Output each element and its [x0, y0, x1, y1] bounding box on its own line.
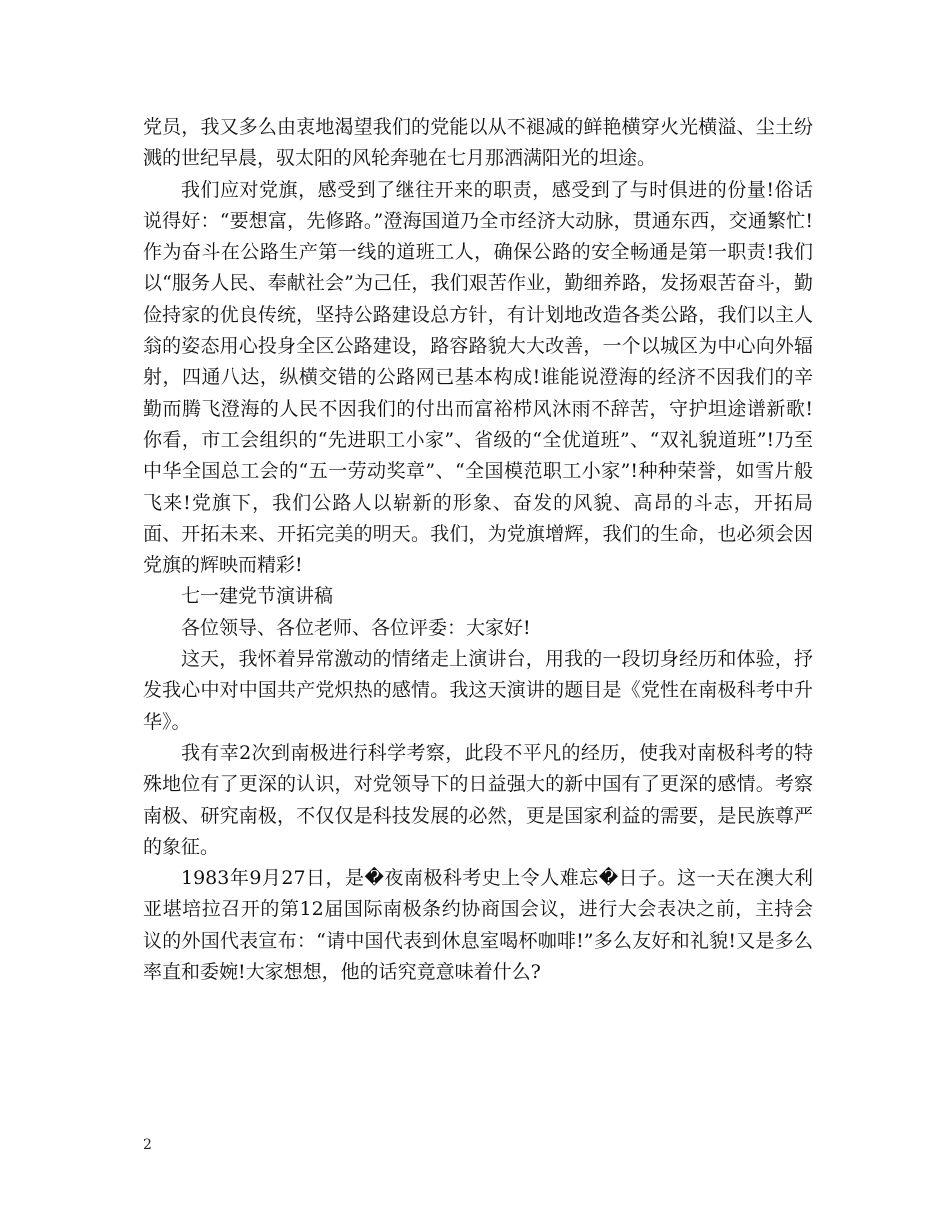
paragraph-6: 我有幸2次到南极进行科学考察，此段不平凡的经历，使我对南极科考的特殊地位有了更深的认识，对党领导下的日益强大的新中国有了更深的感情。考察南极、研究南极，不仅仅是科技发展的必然，更是国家利益的需要，是民族尊严的象征。 — [143, 741, 813, 858]
paragraph-5: 这天，我怀着异常激动的情绪走上演讲台，用我的一段切身经历和体验，抒发我心中对中国共产党炽热的感情。我这天演讲的题目是《党性在南极科考中升华》。 — [143, 648, 813, 733]
speech-title: 七一建党节演讲稿 — [181, 585, 334, 608]
paragraph-2: 我们应对党旗，感受到了继往开来的职责，感受到了与时俱进的份量!俗话说得好：“要想富，先修路。”澄海国道乃全市经济大动脉，贯通东西，交通繁忙!作为奋斗在公路生产第一线的道班工人，确保公路的安全畅通是第一职责!我们以“服务人民、奉献社会”为己任，我们艰苦作业，勤细养路，发扬艰苦奋斗，勤俭持家的优良传统，坚持公路建设总方针，有计划地改造各类公路，我们以主人翁的姿态用心投身全区公路建设，路容路貌大大改善，一个以城区为中心向外辐射，四通八达，纵横交错的公路网已基本构成!谁能说澄海的经济不因我们的辛勤而腾飞澄海的人民不因我们的付出而富裕栉风沐雨不辞苦，守护坦途谱新歌!你看，市工会组织的“先进职工小家”、省级的“全优道班”、“双礼貌道班”!乃至中华全国总工会的“五一劳动奖章”、“全国模范职工小家”!种种荣誉，如雪片般飞来!党旗下，我们公路人以崭新的形象、奋发的风貌、高昂的斗志，开拓局面、开拓未来、开拓完美的明天。我们，为党旗增辉，我们的生命，也必须会因党旗的辉映而精彩! — [143, 178, 813, 577]
paragraph-7: 1983年9月27日，是�夜南极科考史上令人难忘�日子。这一天在澳大利亚堪培拉召开的第12届国际南极条约协商国会议，进行大会表决之前，主持会议的外国代表宣布：“请中国代表到休息室喝杯咖啡!”多么友好和礼貌!又是多么率直和委婉!大家想想，他的话究竟意味着什么? — [143, 867, 813, 984]
document-body — [143, 112, 813, 988]
greeting: 各位领导、各位老师、各位评委：大家好! — [181, 616, 531, 639]
page-number: 2 — [143, 1137, 152, 1153]
paragraph-1: 党员，我又多么由衷地渴望我们的党能以从不褪减的鲜艳横穿火光横溢、尘土纷溅的世纪早晨，驭太阳的风轮奔驰在七月那洒满阳光的坦途。 — [143, 116, 813, 170]
